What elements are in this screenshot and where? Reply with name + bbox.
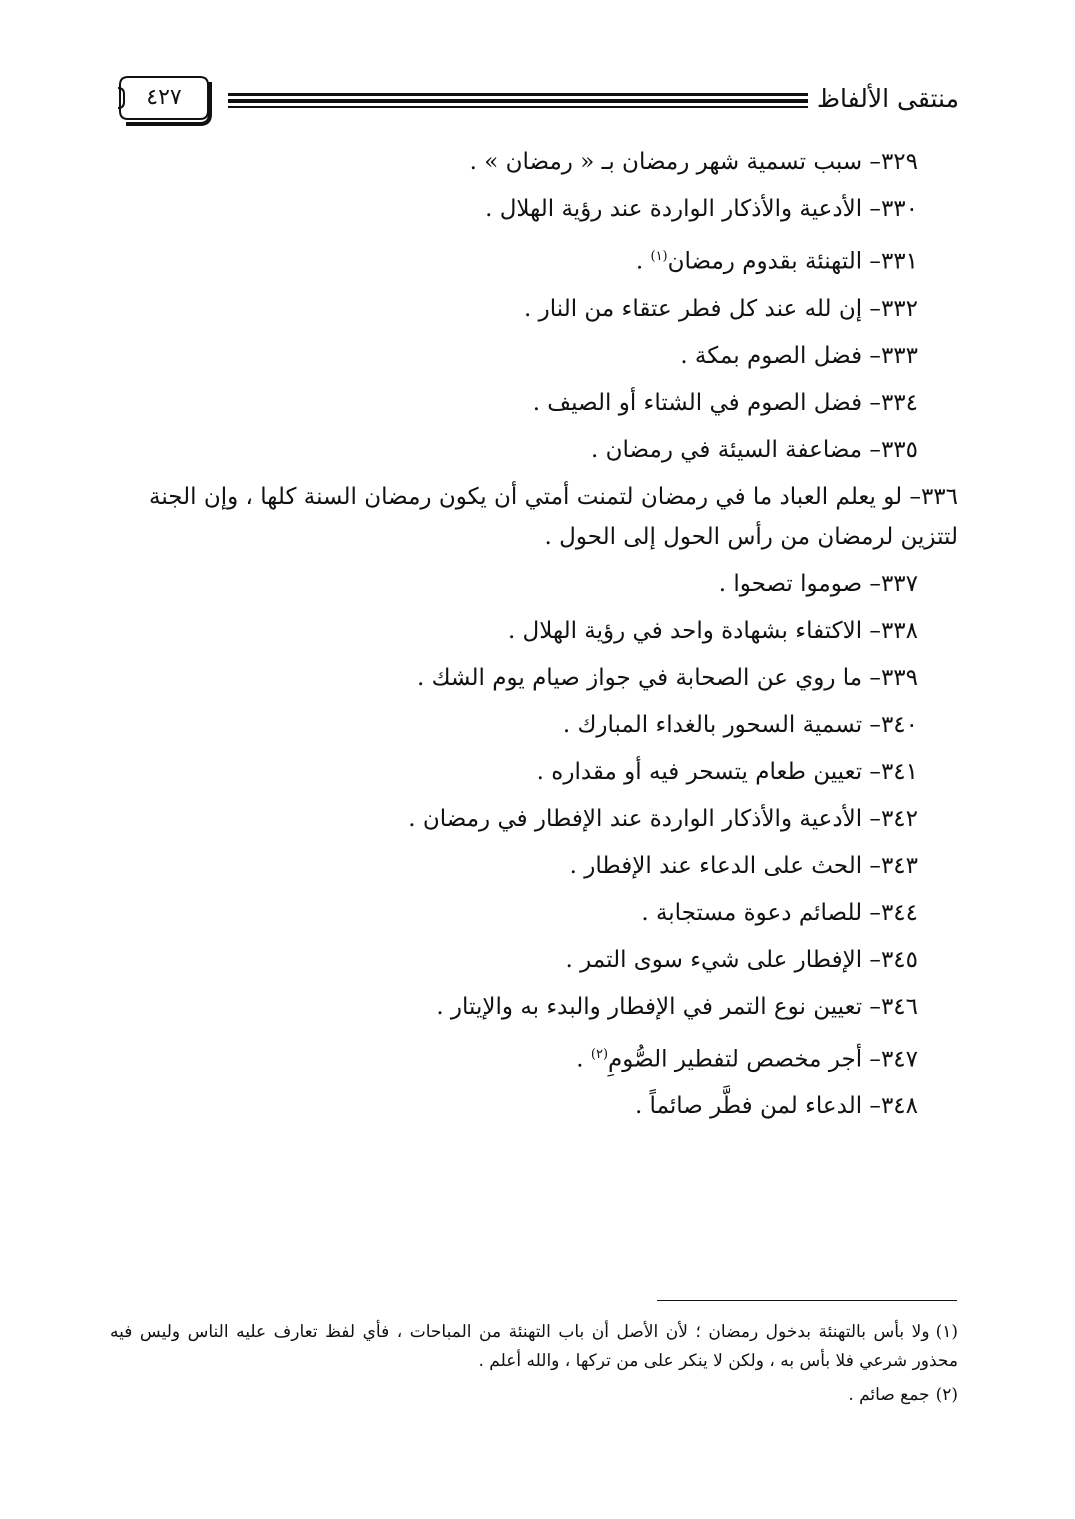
list-item: ٣٣٠– الأدعية والأذكار الواردة عند رؤية الهلال . — [485, 196, 918, 222]
list-item: ٣٤٥– الإفطار على شيء سوى التمر . — [565, 946, 918, 973]
page-number: ٤٢٧ — [146, 85, 182, 110]
list-item: ٣٤٢– الأدعية والأذكار الواردة عند الإفطار في رمضان . — [408, 805, 918, 832]
list-item: ٣٤٨– الدعاء لمن فطَّر صائماً . — [634, 1093, 918, 1120]
list-item: ٣٣٩– ما روي عن الصحابة في جواز صيام يوم الشك . — [417, 664, 918, 691]
list-item: ٣٤٦– تعيين نوع التمر في الإفطار والبدء به والإيتار . — [436, 993, 918, 1020]
list-item: ٣٤٣– الحث على الدعاء عند الإفطار . — [569, 852, 918, 879]
header-rule — [228, 93, 808, 111]
list-item: ٣٤١– تعيين طعام يتسحر فيه أو مقداره . — [536, 758, 918, 785]
page-number-frame — [118, 74, 214, 126]
footnote — [110, 1381, 958, 1410]
list-item: ٣٣٤– فضل الصوم في الشتاء أو الصيف . — [532, 389, 918, 416]
header-rule-line — [228, 93, 808, 96]
header-rule-line — [228, 106, 808, 108]
entry-list — [110, 139, 958, 1130]
footnote-number: (٢) — [935, 1385, 958, 1405]
list-item: ٣٣١– التهنئة بقدوم رمضان$^{(١)}$ . — [635, 248, 918, 275]
footnote-number: (١) — [935, 1322, 958, 1342]
footnote-ref: (٢) — [590, 1046, 609, 1062]
list-item: ٣٤٤– للصائم دعوة مستجابة . — [641, 899, 918, 926]
list-item: ٣٣٦– لو يعلم العباد ما في رمضان لتمنت أمتي أن يكون رمضان السنة كلها ، وإن الجنة لتتزين لرمضان من رأس الحول إلى الحول . — [149, 483, 958, 550]
running-header-title: منتقى الألفاظ — [816, 84, 959, 113]
list-item: ٣٣٨– الاكتفاء بشهادة واحد في رؤية الهلال . — [507, 617, 918, 644]
list-item: ٣٣٧– صوموا تصحوا . — [718, 570, 918, 597]
footnotes — [110, 1318, 958, 1415]
footnote — [110, 1318, 958, 1376]
footnote-ref: (١) — [650, 249, 668, 264]
footnote-text: جمع صائم . — [848, 1385, 930, 1405]
list-item: ٣٣٥– مضاعفة السيئة في رمضان . — [591, 436, 918, 463]
list-item: ٣٣٣– فضل الصوم بمكة . — [680, 342, 918, 369]
list-item: ٣٢٩– سبب تسمية شهر رمضان بـ « رمضان » . — [469, 149, 918, 175]
list-item: ٣٤٠– تسمية السحور بالغداء المبارك . — [562, 711, 918, 738]
footnote-separator — [657, 1300, 957, 1301]
header-rule-line — [228, 99, 808, 103]
list-item: ٣٣٢– إن لله عند كل فطر عتقاء من النار . — [524, 295, 918, 322]
footnote-text: ولا بأس بالتهنئة بدخول رمضان ؛ لأن الأصل أن باب التهنئة من المباحات ، فأي لفظ تعارف عليه الناس وليس فيه محذور شرعي فلا بأس به ، ولكن لا ينكر على من تركها ، والله أعلم . — [110, 1322, 958, 1371]
list-item: ٣٤٧– أجر مخصص لتفطير الصُّومِ$^{(٢)}$ . — [576, 1046, 918, 1073]
